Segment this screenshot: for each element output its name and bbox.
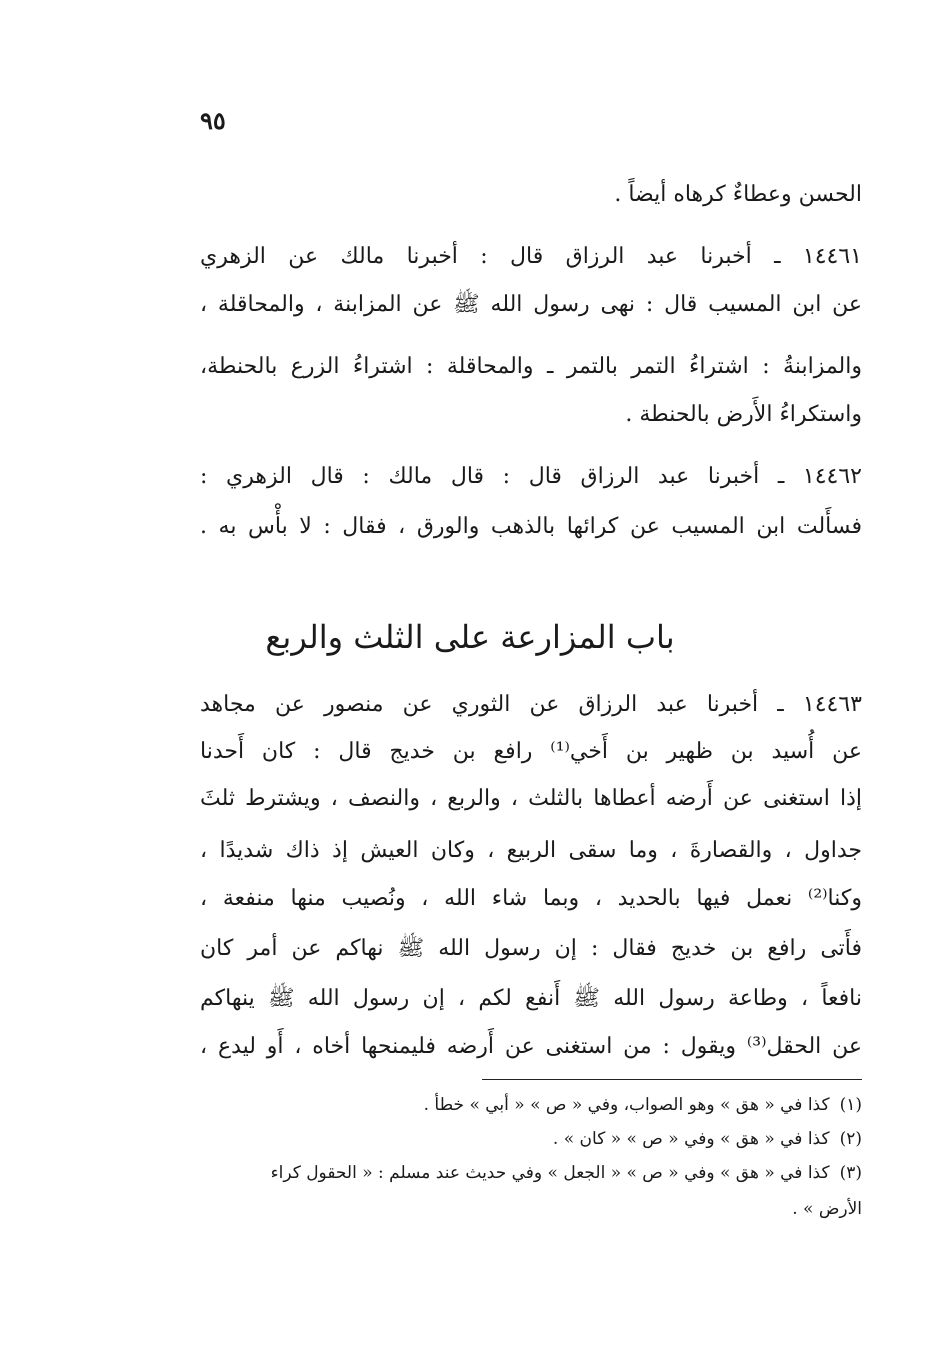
text-line: واستكراءُ الأَرض بالحنطة . [625,402,862,427]
footnote-continuation [792,1196,862,1222]
hadith-line: ١٤٤٦٣ ـ أخبرنا عبد الرزاق عن الثوري عن منصور عن مجاهد [200,692,862,717]
footnote-text: كذا في « هق » وفي « ص » « كان » . [552,1129,830,1149]
footnote-divider [482,1079,862,1080]
hadith-line: عن الحقل⁽³⁾ ويقول : من استغنى عن أَرضه فليمنحها أخاه ، أَو ليدع ، [200,1034,863,1059]
footnote-number: (٢) [839,1129,862,1149]
hadith-line: وكنا⁽²⁾ نعمل فيها بالحديد ، وبما شاء الله ، ونُصيب منها منفعة ، [200,886,862,911]
hadith-line: نافعاً ، وطاعة رسول الله ﷺ أَنفع لكم ، إن رسول الله ﷺ ينهاكم [200,986,862,1011]
hadith-line: إذا استغنى عن أَرضه أعطاها بالثلث ، والربع ، والنصف ، ويشترط ثلثَ [200,786,862,811]
footnote [271,1160,862,1186]
footnote [553,1126,862,1152]
footnote-text: الأرض » . [792,1199,862,1219]
text-line: فسأَلت ابن المسيب عن كرائها بالذهب والورق ، فقال : لا بأْس به . [200,514,862,539]
text-line: ١٤٤٦٢ ـ أخبرنا عبد الرزاق قال : قال مالك : قال الزهري : [200,464,862,489]
footnote-text: كذا في « هق » وهو الصواب، وفي « ص » « أبي » خطأ . [423,1095,830,1115]
footnote-text: كذا في « هق » وفي « ص » « الجعل » وفي حديث عند مسلم : « الحقول كراء [270,1163,830,1183]
text-line: ١٤٤٦١ ـ أخبرنا عبد الرزاق قال : أخبرنا مالك عن الزهري [200,244,862,269]
hadith-line: عن أُسيد بن ظهير بن أَخي⁽¹⁾ رافع بن خديج قال : كان أَحدنا [200,739,862,764]
footnote-number: (١) [839,1095,862,1115]
text-line: والمزابنةُ : اشتراءُ التمر بالتمر ـ والمحاقلة : اشتراءُ الزرع بالحنطة، [200,354,862,379]
page-number: ٩٥ [200,106,226,135]
footnote [424,1092,862,1118]
section-title: باب المزارعة على الثلث والربع [265,618,675,656]
hadith-line: فأَتى رافع بن خديج فقال : إن رسول الله ﷺ نهاكم عن أمر كان [200,936,862,961]
hadith-line: جداول ، والقصارةَ ، وما سقى الربيع ، وكان العيش إذ ذاك شديدًا ، [200,838,862,863]
text-line: عن ابن المسيب قال : نهى رسول الله ﷺ عن المزابنة ، والمحاقلة ، [200,292,862,317]
footnote-number: (٣) [839,1163,862,1183]
text-line: الحسن وعطاءٌ كرهاه أيضاً . [614,182,862,207]
